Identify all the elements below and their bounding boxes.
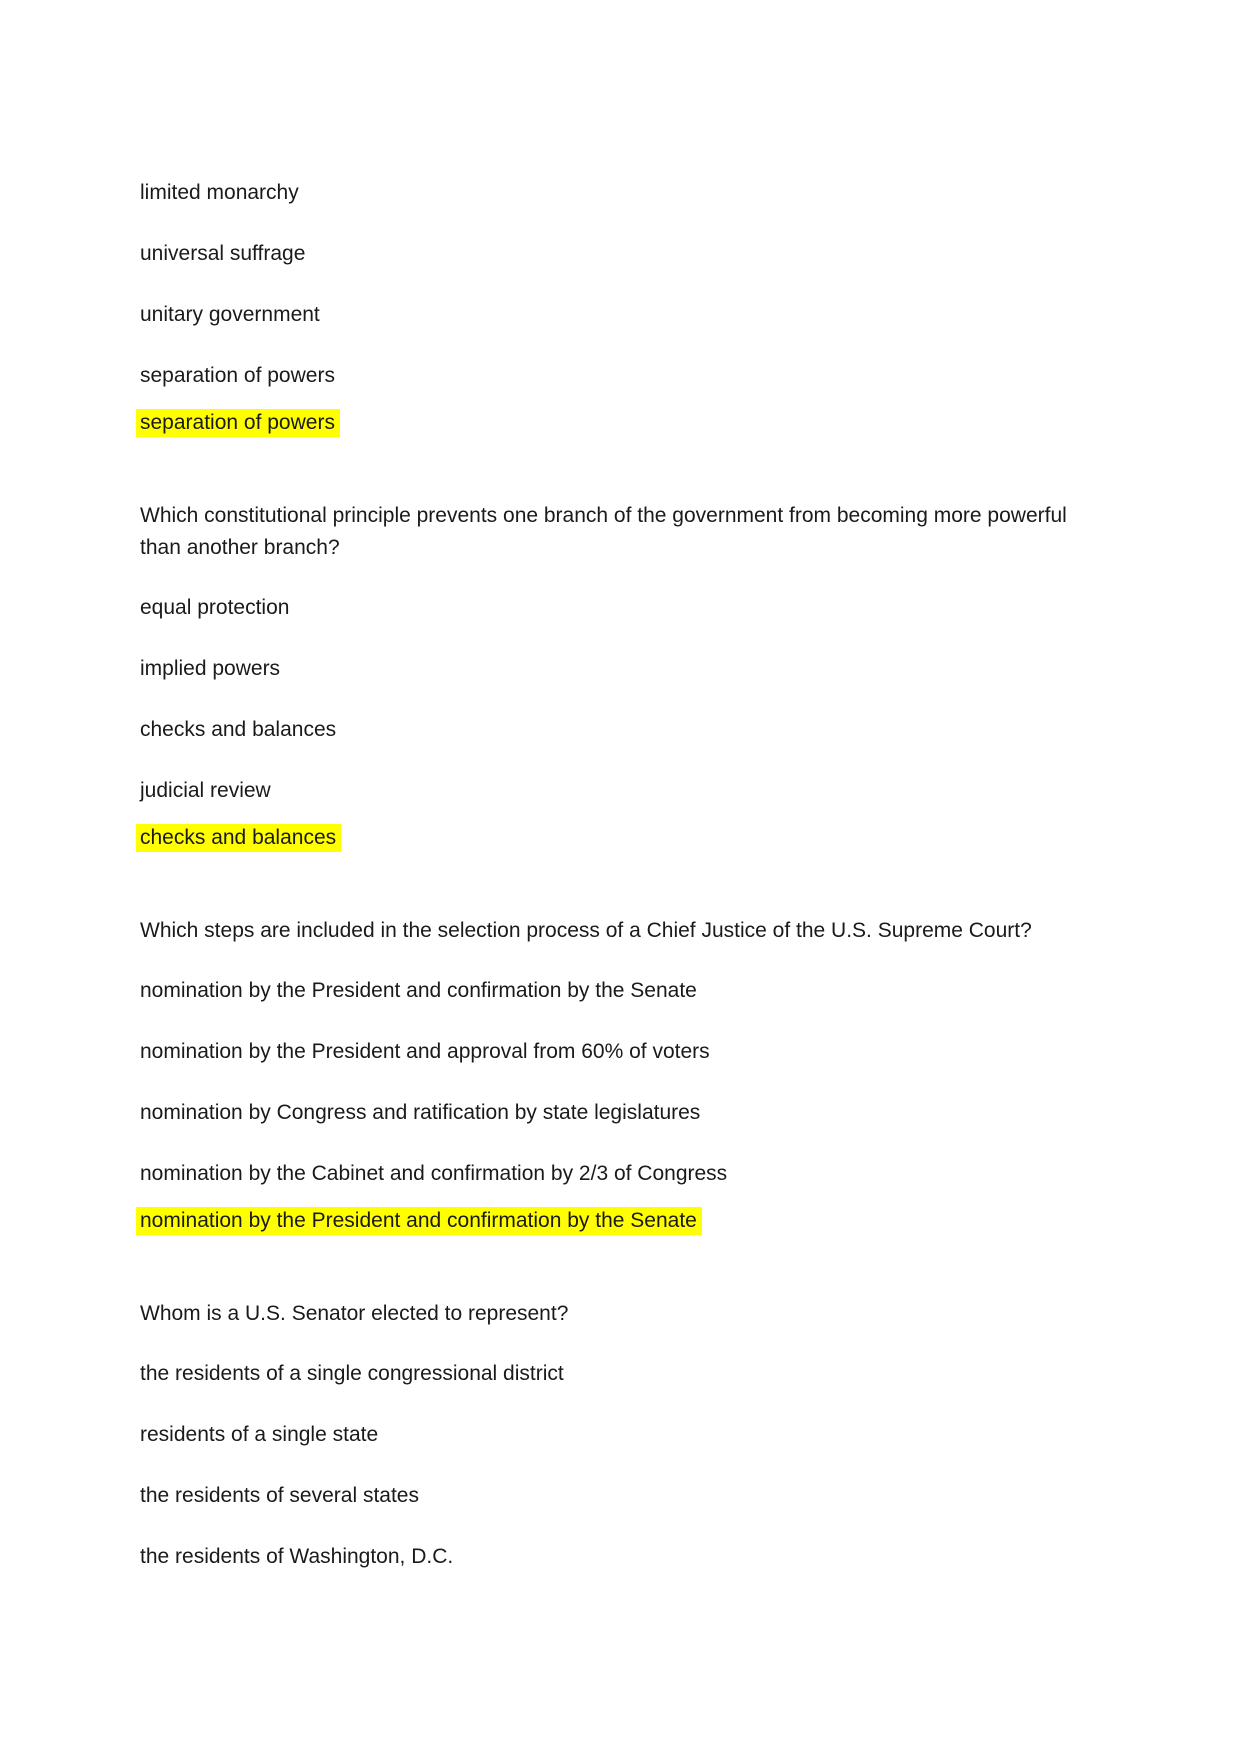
question-block xyxy=(140,915,1091,1237)
answer-choice: separation of powers xyxy=(140,364,335,387)
highlighted-answer-text: nomination by the President and confirmation by the Senate xyxy=(136,1207,702,1235)
highlighted-answer xyxy=(140,407,1091,439)
highlighted-answer-text: separation of powers xyxy=(136,409,340,437)
question-block xyxy=(140,500,1091,854)
answer-choice: residents of a single state xyxy=(140,1423,379,1446)
question-text: Which constitutional principle prevents one branch of the government from becoming more powerful than another branch? xyxy=(140,504,1067,559)
answer-choice: nomination by the President and confirmation by the Senate xyxy=(140,979,697,1002)
question-block xyxy=(140,1298,1091,1573)
answer-choice: the residents of several states xyxy=(140,1484,419,1507)
question-block xyxy=(140,177,1091,439)
answer-choice: nomination by the President and approval from 60% of voters xyxy=(140,1040,710,1063)
answer-choice: limited monarchy xyxy=(140,181,299,204)
question-text: Whom is a U.S. Senator elected to represent? xyxy=(140,1302,569,1325)
answer-choice: checks and balances xyxy=(140,718,337,741)
answer-choice: equal protection xyxy=(140,596,290,619)
answer-choice: nomination by Congress and ratification by state legislatures xyxy=(140,1101,701,1124)
answer-choice: universal suffrage xyxy=(140,242,306,265)
answer-choice: nomination by the Cabinet and confirmation by 2/3 of Congress xyxy=(140,1162,728,1185)
highlighted-answer xyxy=(140,822,1091,854)
answer-choice: the residents of Washington, D.C. xyxy=(140,1545,454,1568)
answer-choice: the residents of a single congressional district xyxy=(140,1362,564,1385)
answer-choice: implied powers xyxy=(140,657,281,680)
answer-choice: unitary government xyxy=(140,303,320,326)
answer-choice: judicial review xyxy=(140,779,271,802)
highlighted-answer xyxy=(140,1205,1091,1237)
question-text: Which steps are included in the selection process of a Chief Justice of the U.S. Supreme Court? xyxy=(140,919,1032,942)
highlighted-answer-text: checks and balances xyxy=(136,824,341,852)
